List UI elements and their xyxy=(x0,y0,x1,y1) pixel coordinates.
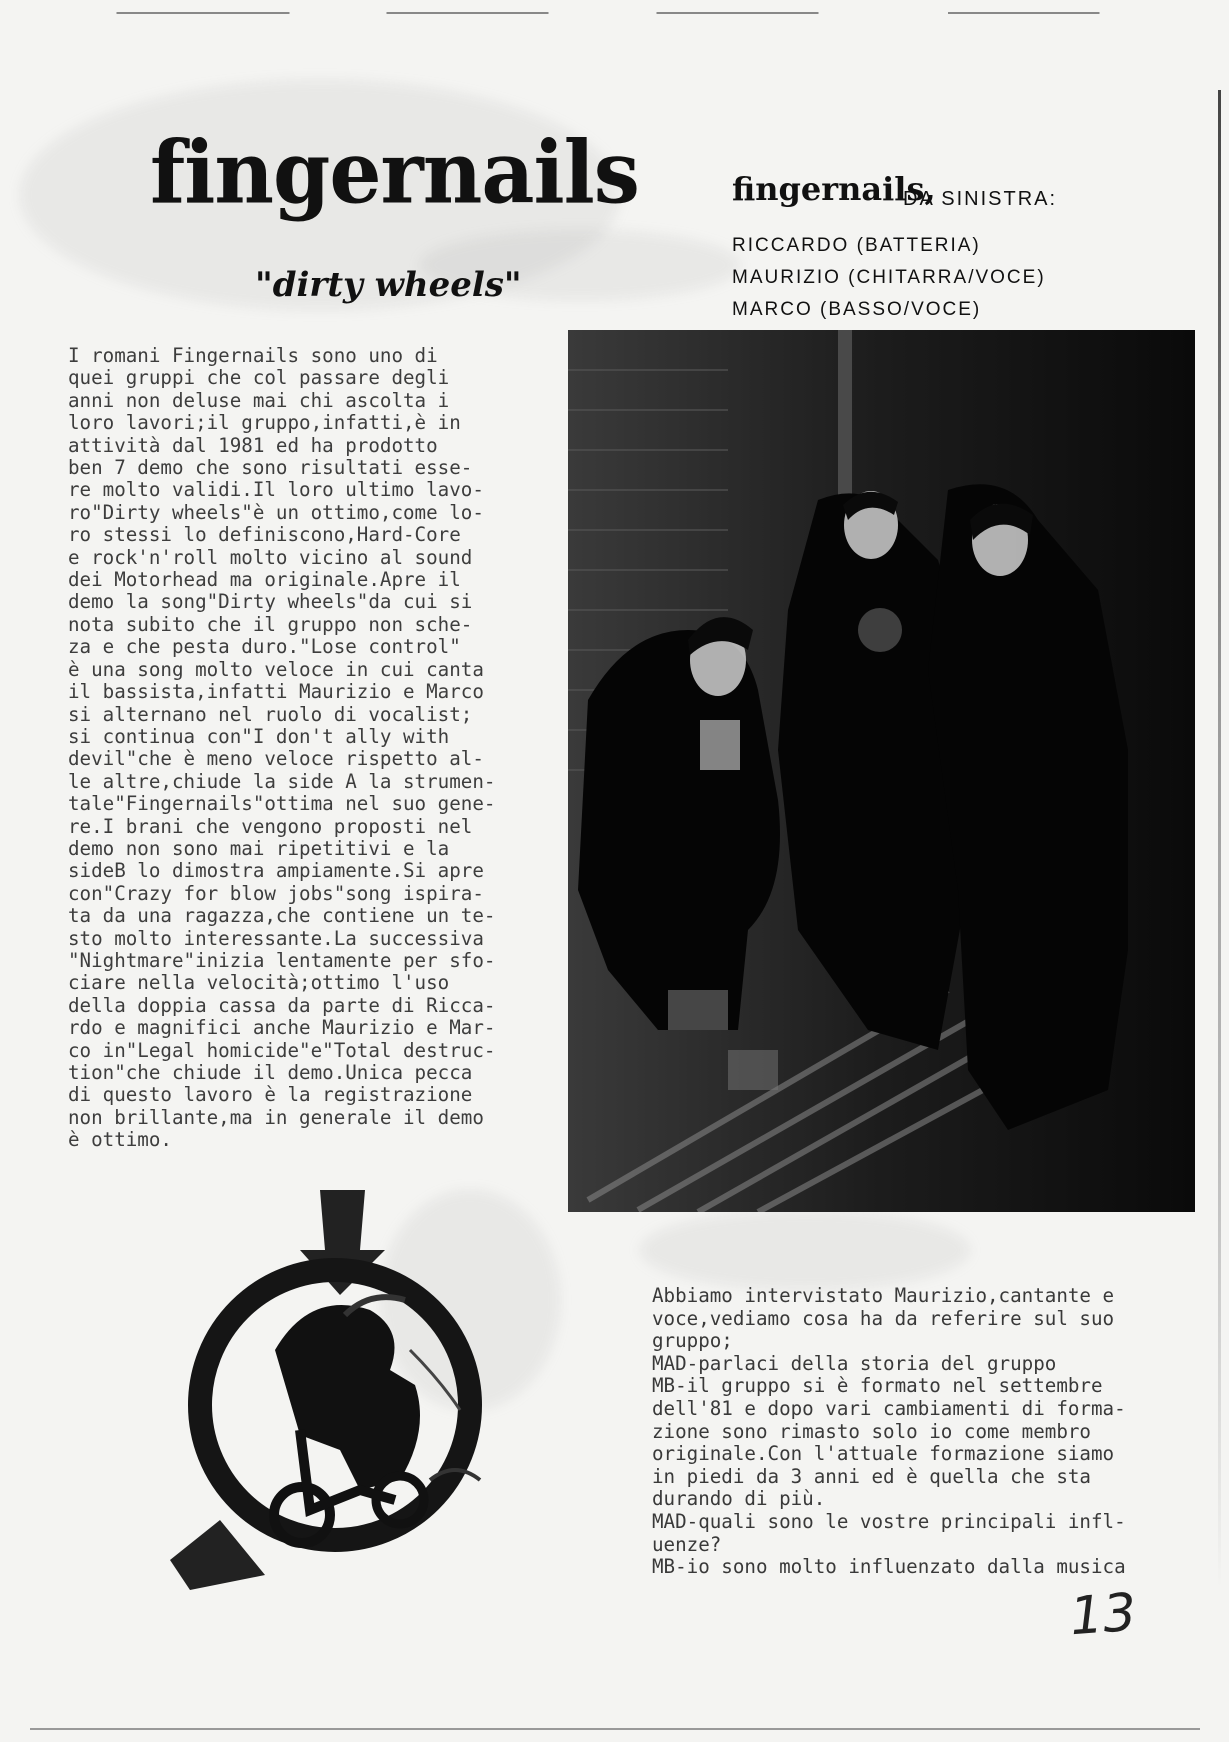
band-photo xyxy=(568,330,1195,1212)
article-line: si continua con"I don't ally with xyxy=(68,724,450,748)
article-line: tale"Fingernails"ottima nel suo gene- xyxy=(68,792,496,816)
photo-caption-lead: DA SINISTRA: xyxy=(903,188,1058,210)
interview-line: MAD-quali sono le vostre principali infl- xyxy=(652,1509,1126,1533)
article-line: loro lavori;il gruppo,infatti,è in xyxy=(68,411,461,435)
article-line: non brillante,ma in generale il demo xyxy=(68,1105,484,1129)
article-line: re molto validi.Il loro ultimo lavo- xyxy=(68,478,484,502)
interview-line: zione sono rimasto solo io come membro xyxy=(652,1419,1091,1443)
article-line: dei Motorhead ma originale.Apre il xyxy=(68,568,461,592)
motorcycle-rider-emblem xyxy=(160,1180,520,1600)
article-line: ciare nella velocità;ottimo l'uso xyxy=(68,971,450,995)
article-line: co in"Legal homicide"e"Total destruc- xyxy=(68,1038,496,1062)
article-line: nota subito che il gruppo non sche- xyxy=(68,612,473,636)
article-line: anni non deluse mai chi ascolta i xyxy=(68,388,450,412)
article-line: di questo lavoro è la registrazione xyxy=(68,1083,473,1107)
article-line: sto molto interessante.La successiva xyxy=(68,926,484,950)
binding-edge xyxy=(1218,90,1221,1590)
article-line: e rock'n'roll molto vicino al sound xyxy=(68,545,473,569)
interview-line: dell'81 e dopo vari cambiamenti di forma- xyxy=(652,1396,1126,1420)
member-line: MAURIZIO (CHITARRA/VOCE) xyxy=(732,267,1046,288)
article-line: devil"che è meno veloce rispetto al- xyxy=(68,747,484,771)
article-line: ro"Dirty wheels"è un ottimo,come lo- xyxy=(68,500,484,524)
article-line: "Nightmare"inizia lentamente per sfo- xyxy=(68,948,496,972)
interview-line: gruppo; xyxy=(652,1329,733,1353)
top-rule xyxy=(95,12,1175,14)
article-line: demo la song"Dirty wheels"da cui si xyxy=(68,590,473,614)
article-line: quei gruppi che col passare degli xyxy=(68,366,450,390)
interview-line: voce,vediamo cosa ha da referire sul suo xyxy=(652,1306,1115,1330)
article-line: za e che pesta duro."Lose control" xyxy=(68,635,461,659)
photo-caption-band: fingernails, xyxy=(732,170,936,208)
article-line: si alternano nel ruolo di vocalist; xyxy=(68,702,473,726)
article-line: con"Crazy for blow jobs"song ispira- xyxy=(68,881,484,905)
review-article xyxy=(68,345,568,1152)
article-line: è una song molto veloce in cui canta xyxy=(68,657,484,681)
article-line: della doppia cassa da parte di Ricca- xyxy=(68,993,496,1017)
article-line: il bassista,infatti Maurizio e Marco xyxy=(68,680,484,704)
article-line: I romani Fingernails sono uno di xyxy=(68,344,438,367)
interview-line: MB-io sono molto influenzato dalla musica xyxy=(652,1555,1126,1579)
bottom-rule xyxy=(30,1728,1200,1730)
article-line: ben 7 demo che sono risultati esse- xyxy=(68,456,473,480)
article-line: demo non sono mai ripetitivi e la xyxy=(68,836,450,860)
member-line: RICCARDO (BATTERIA) xyxy=(732,235,981,256)
interview-line: MAD-parlaci della storia del gruppo xyxy=(652,1351,1057,1375)
interview-line: Abbiamo intervistato Maurizio,cantante e xyxy=(652,1284,1115,1307)
band-title: fingernails xyxy=(150,122,639,224)
article-line: rdo e magnifici anche Maurizio e Mar- xyxy=(68,1016,496,1040)
page-number: 13 xyxy=(1067,1582,1139,1648)
article-line: re.I brani che vengono proposti nel xyxy=(68,814,473,838)
interview-line: uenze? xyxy=(652,1532,722,1556)
member-line: MARCO (BASSO/VOCE) xyxy=(732,299,982,320)
demo-title: "dirty wheels" xyxy=(255,265,522,305)
article-line: ta da una ragazza,che contiene un te- xyxy=(68,904,496,928)
article-line: le altre,chiude la side A la strumen- xyxy=(68,769,496,793)
article-line: attività dal 1981 ed ha prodotto xyxy=(68,433,438,457)
photocopy-smudge xyxy=(640,1210,970,1290)
photo-caption-members xyxy=(732,230,1046,326)
article-line: tion"che chiude il demo.Unica pecca xyxy=(68,1061,473,1084)
interview-section xyxy=(652,1285,1192,1579)
interview-line: MB-il gruppo si è formato nel settembre xyxy=(652,1374,1103,1398)
interview-line: in piedi da 3 anni ed è quella che sta xyxy=(652,1464,1091,1488)
interview-line: durando di più. xyxy=(652,1487,826,1511)
article-line: è ottimo. xyxy=(68,1128,172,1152)
article-line: sideB lo dimostra ampiamente.Si apre xyxy=(68,859,484,883)
article-line: ro stessi lo definiscono,Hard-Core xyxy=(68,523,461,547)
interview-line: originale.Con l'attuale formazione siamo xyxy=(652,1442,1115,1466)
